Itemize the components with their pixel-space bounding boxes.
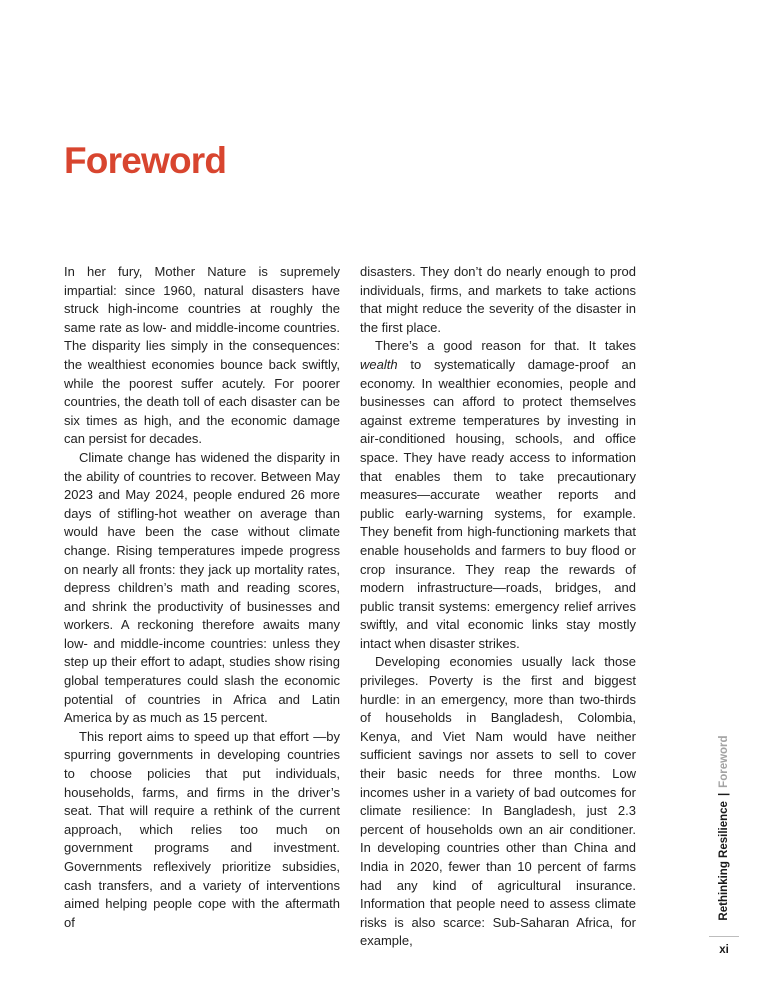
paragraph-text: There’s a good reason for that. It takes: [375, 338, 636, 354]
body-paragraph: Climate change has widened the disparity in the ability of countries to recover. Between May 2023 and May 2024, people endured 26 more days of stifling-hot weather on average than would have been the case without climate change. Rising temperatures impede progress on nearly all fronts: they jack up mortality rates, depress children’s math and reading scores, and shrink the productivity of businesses and workers. A reckoning therefore awaits many low- and middle-income countries: unless they step up their effort to adapt, studies show rising global temperatures could slash the economic potential of countries in Africa and Latin America by as much as 15 percent.: [64, 449, 340, 726]
body-paragraph: Developing economies usually lack those privileges. Poverty is the first and biggest hurdle: in an emergency, more than two-thirds of households in Bangladesh, Colombia, Kenya, and Viet Nam would have neither sufficient savings nor assets to sell to cover their basic needs for three months. Low incomes usher in a variety of bad outcomes for climate resilience: In Bangladesh, just 2.3 percent of households own an air conditioner. In developing countries other than China and India in 2020, fewer than 10 percent of farms had any kind of agricultural insurance. Information that people need to assess climate risks is also scarce: Sub-Saharan Africa, for example,: [360, 654, 636, 949]
running-title: Rethinking Resilience: [718, 800, 730, 921]
running-header: [718, 735, 730, 920]
body-paragraph-continued: disasters. They don’t do nearly enough to prod individuals, firms, and markets to take actions that might reduce the severity of the disaster in the first place.: [360, 264, 636, 335]
body-paragraph: [360, 337, 636, 653]
page-number-divider: [709, 936, 739, 937]
left-column: [64, 263, 340, 932]
page-title: Foreword: [64, 140, 227, 181]
page-number: xi: [719, 944, 729, 956]
body-paragraph: In her fury, Mother Nature is supremely impartial: since 1960, natural disasters have struck high-income countries at roughly the same rate as low- and middle-income countries. The disparity lies simply in the consequences: the wealthiest economies bounce back swiftly, while the poorest suffer acutely. For poorer countries, the death toll of each disaster can be six times as high, and the economic damage can persist for decades.: [64, 264, 341, 447]
right-column: [360, 263, 636, 951]
running-header-sidebar: [709, 720, 739, 935]
running-section: Foreword: [718, 734, 730, 788]
running-header-separator: |: [718, 792, 730, 796]
body-paragraph: This report aims to speed up that effort —by spurring governments in developing countries to choose policies that put individuals, households, farms, and firms in the driver’s seat. That will require a rethink of the current approach, which relies too much on government programs and investment. Governments reflexively prioritize subsidies, cash transfers, and a variety of interventions aimed helping people cope with the aftermath of: [64, 728, 340, 930]
paragraph-text: to systematically damage-proof an economy. In wealthier economies, people and businesses can afford to protect themselves against extreme temperatures by investing in air-conditioned housing, schools, and office space. They have ready access to information that enables them to take precautionary measures—accurate weather reports and public early-warning systems, for example. They benefit from high-functioning markets that enable households and farmers to buy flood or crop insurance. They reap the rewards of modern infrastructure—roads, bridges, and public transit systems: emergency relief arrives swiftly, and vital economic links stay mostly intact when disaster strikes.: [360, 356, 636, 651]
emphasis-text: wealth: [360, 356, 398, 372]
